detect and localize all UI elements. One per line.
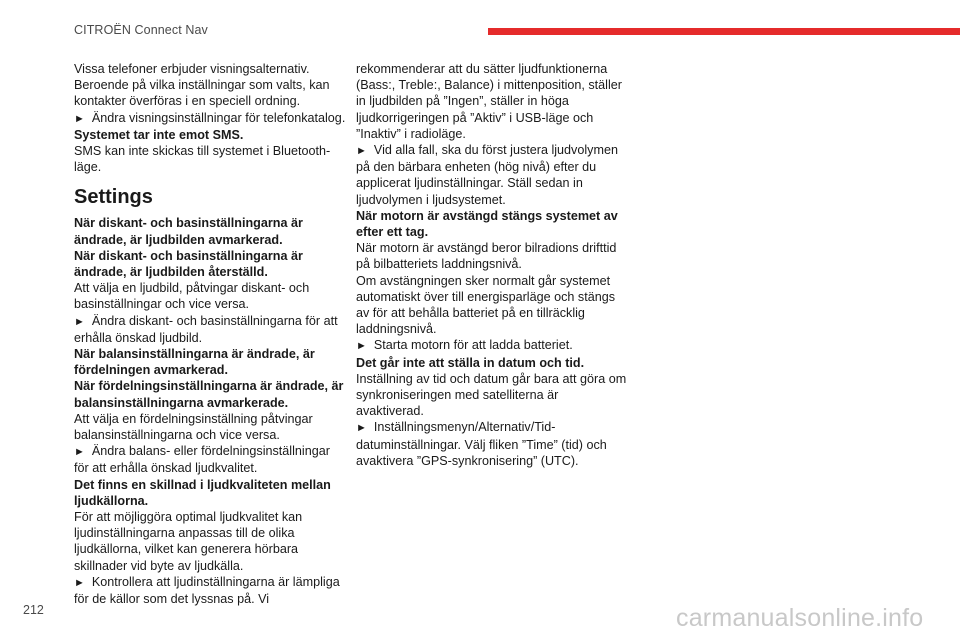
instruction-item	[356, 419, 628, 469]
instruction-item	[356, 142, 628, 208]
instruction-text: Kontrollera att ljudinställningarna är lämpliga för de källor som det lyssnas på. Vi	[74, 574, 340, 607]
bullet-arrow-icon: ►	[356, 340, 367, 353]
right-column	[356, 61, 628, 469]
section-heading: Settings	[74, 186, 153, 209]
paragraph: SMS kan inte skickas till systemet i Bluetooth-läge.	[74, 144, 331, 175]
problem-heading: Systemet tar inte emot SMS.	[74, 127, 244, 142]
problem-heading: När fördelningsinställningarna är ändrade, är balansinställningarna avmarkerade.	[74, 379, 344, 410]
problem-heading: När motorn är avstängd stängs systemet av efter ett tag.	[356, 208, 618, 240]
instruction-text: Ändra diskant- och basinställningarna för att erhålla önskad ljudbild.	[74, 313, 338, 345]
running-header-title: CITROËN Connect Nav	[74, 23, 208, 37]
bullet-arrow-icon: ►	[74, 315, 85, 328]
paragraph: Om avstängningen sker normalt går systemet automatiskt över till energisparläge och stängs av för att behålla batteriet på en tillräcklig laddningsnivå.	[356, 273, 616, 337]
paragraph: Inställning av tid och datum går bara att göra om synkroniseringen med satelliterna är avaktiverad.	[356, 371, 627, 419]
bullet-arrow-icon: ►	[74, 112, 85, 125]
bullet-arrow-icon: ►	[356, 422, 367, 435]
instruction-text: Starta motorn för att ladda batteriet.	[373, 338, 573, 353]
problem-heading: Det går inte att ställa in datum och tid.	[356, 355, 585, 370]
instruction-text: Vid alla fall, ska du först justera ljudvolymen på den bärbara enheten (hög nivå) efter du applicerat ljudinställningar. Ställ sedan in ljudvolymen i ljudsystemet.	[356, 143, 618, 207]
instruction-item	[74, 443, 346, 476]
header-accent-bar	[488, 28, 960, 35]
paragraph: När motorn är avstängd beror bilradions drifttid på bilbatteriets laddningsnivå.	[356, 241, 617, 272]
instruction-item	[74, 313, 346, 346]
paragraph: Att välja en ljudbild, påtvingar diskant- och basinställningar och vice versa.	[74, 281, 310, 312]
instruction-item	[356, 337, 628, 354]
instruction-item	[74, 574, 346, 607]
paragraph: Att välja en fördelningsinställning påtvingar balansinställningarna och vice versa.	[74, 411, 313, 443]
problem-heading: När diskant- och basinställningarna är ändrade, är ljudbilden avmarkerad.	[74, 216, 303, 247]
paragraph: Vissa telefoner erbjuder visningsalternativ. Beroende på vilka inställningar som valts, kan kontakter överföras i en speciell ordning.	[74, 62, 330, 109]
instruction-text: Ändra visningsinställningar för telefonkatalog.	[91, 110, 346, 125]
bullet-arrow-icon: ►	[356, 145, 367, 158]
instruction-text: Inställningsmenyn/Alternativ/Tid-datuminställningar. Välj fliken ”Time” (tid) och avaktivera ”GPS-synkronisering” (UTC).	[356, 420, 607, 468]
watermark: carmanualsonline.info	[676, 604, 924, 632]
bullet-arrow-icon: ►	[74, 576, 85, 589]
problem-heading: När diskant- och basinställningarna är ändrade, är ljudbilden återställd.	[74, 248, 303, 280]
bullet-arrow-icon: ►	[74, 446, 85, 459]
instruction-text: Ändra balans- eller fördelningsinställningar för att erhålla önskad ljudkvalitet.	[74, 444, 330, 476]
paragraph: rekommenderar att du sätter ljudfunktionerna (Bass:, Treble:, Balance) i mittenposition, ställer in ljudbilden på ”Ingen”, ställer in höga ljudkorrigeringen på ”Aktiv” i USB-läge och ”Inaktiv” i radioläge.	[356, 62, 622, 141]
page-number: 212	[23, 603, 44, 617]
problem-heading: När balansinställningarna är ändrade, är fördelningen avmarkerad.	[74, 347, 315, 378]
left-column	[74, 61, 346, 607]
instruction-item	[74, 110, 346, 127]
paragraph: För att möjliggöra optimal ljudkvalitet kan ljudinställningarna anpassas till de olika ljudkällorna, vilket kan generera hörbara skillnader vid byte av ljudkälla.	[74, 510, 303, 573]
problem-heading: Det finns en skillnad i ljudkvaliteten mellan ljudkällorna.	[74, 477, 331, 508]
